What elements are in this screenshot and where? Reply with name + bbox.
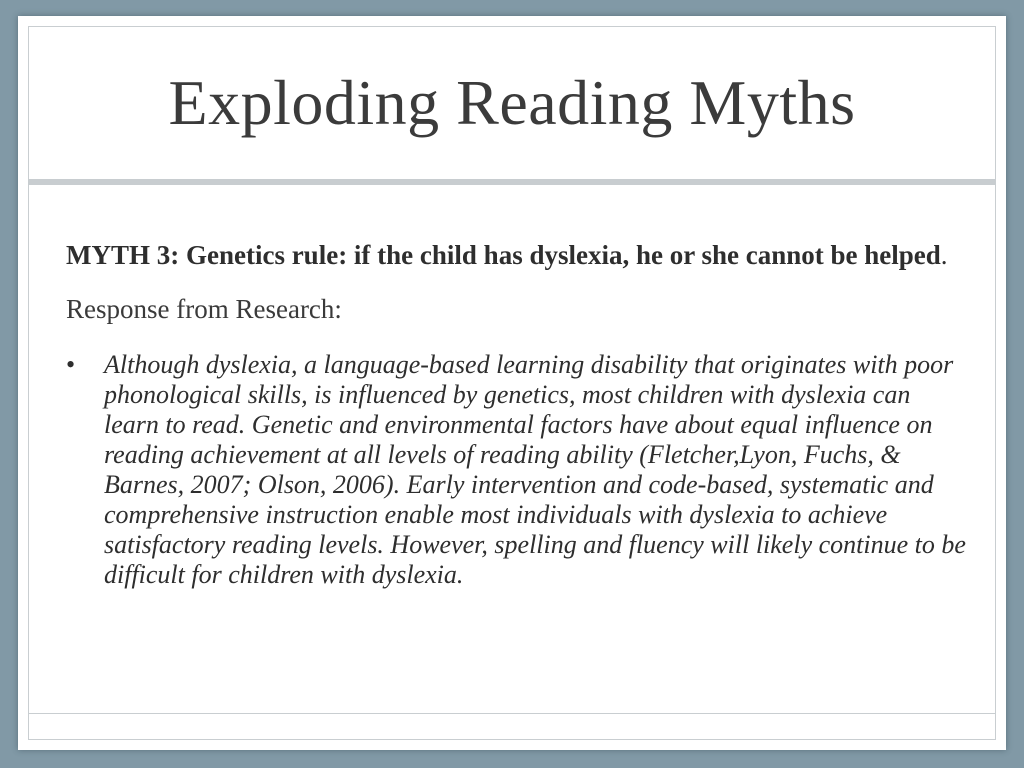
bullet-item [66,350,966,590]
title-divider [28,179,996,185]
bullet-list [66,350,966,590]
bullet-marker: • [66,350,76,379]
bullet-text: Although dyslexia, a language-based learning disability that originates with poor phonological skills, is influenced by genetics, most children with dyslexia can learn to read. Genetic and environmental factors have about equal influence on reading achievement at all levels of reading ability (Fletcher,Lyon, Fuchs, & Barnes, 2007; Olson, 2006). Early intervention and code-based, systematic and comprehensive instruction enable most individuals with dyslexia to achieve satisfactory reading levels. However, spelling and fluency will likely continue to be difficult for children with dyslexia. [104,350,966,589]
slide [18,16,1006,750]
myth-heading-period: . [940,240,948,270]
myth-heading-text: MYTH 3: Genetics rule: if the child has dyslexia, he or she cannot be helped [66,240,941,270]
slide-title: Exploding Reading Myths [168,67,856,138]
response-heading: Response from Research: [66,294,342,324]
slide-content [66,240,966,590]
myth-heading [66,240,966,270]
footer-divider [28,713,996,714]
